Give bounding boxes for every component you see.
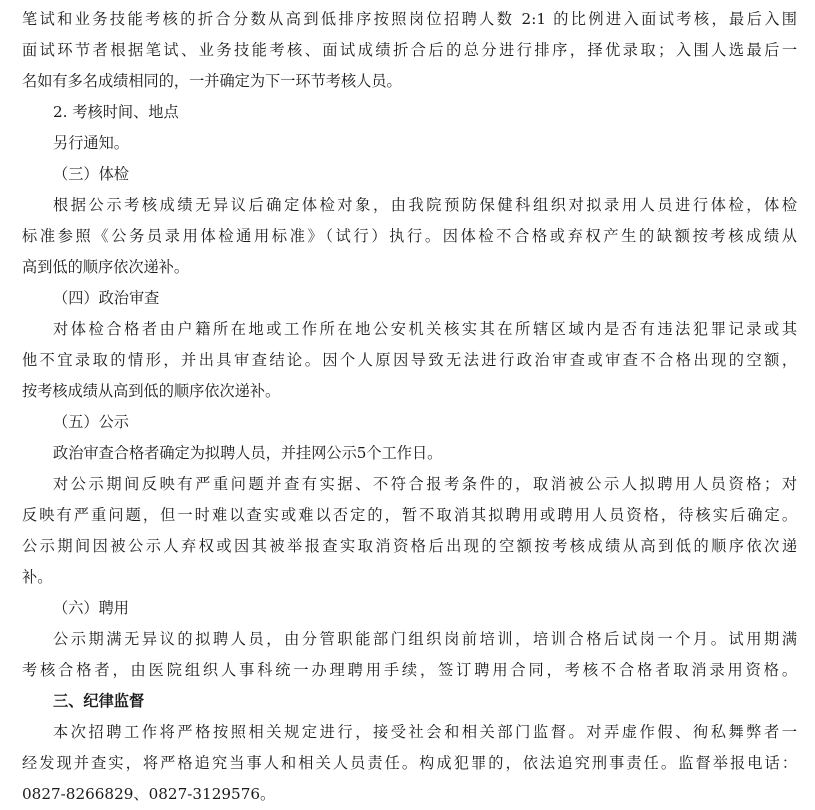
paragraph-line: 另行通知。 [53,134,129,152]
document-page [0,4,815,803]
paragraph-line: 反映有严重问题，但一时难以查实或难以否定的，暂不取消其拟聘用或聘用人员资格，待核实后确定。 [22,506,797,524]
paragraph-line: 政治审查合格者确定为拟聘人员，并挂网公示5个工作日。 [53,444,443,462]
paragraph-line: （五）公示 [53,413,129,431]
paragraph-line: 按考核成绩从高到低的顺序依次递补。 [22,382,281,400]
paragraph-line: 对体检合格者由户籍所在地或工作所在地公安机关核实其在所辖区域内是否有违法犯罪记录或其 [53,320,797,338]
paragraph-line: 笔试和业务技能考核的折合分数从高到低排序按照岗位招聘人数 2:1 的比例进入面试考核，最后入围 [22,10,797,28]
paragraph-line: 经发现并查实，将严格追究当事人和相关人员责任。构成犯罪的，依法追究刑事责任。监督举报电话： [22,754,797,772]
paragraph-line: 2. 考核时间、地点 [53,103,179,121]
paragraph-line: 公示期间因被公示人弃权或因其被举报查实取消资格后出现的空额按考核成绩从高到低的顺序依次递 [22,537,797,555]
paragraph-line: 高到低的顺序依次递补。 [22,258,190,276]
paragraph-line: 公示期满无异议的拟聘人员，由分管职能部门组织岗前培训，培训合格后试岗一个月。试用期满 [53,630,797,648]
paragraph-line: 标准参照《公务员录用体检通用标准》（试行）执行。因体检不合格或弃权产生的缺额按考核成绩从 [22,227,797,245]
paragraph-line: 对公示期间反映有严重问题并查有实据、不符合报考条件的，取消被公示人拟聘用人员资格；对 [53,475,797,493]
paragraph-line: 本次招聘工作将严格按照相关规定进行，接受社会和相关部门监督。对弄虚作假、徇私舞弊者一 [53,723,797,741]
paragraph-line: 考核合格者，由医院组织人事科统一办理聘用手续，签订聘用合同，考核不合格者取消录用资格。 [22,661,797,679]
paragraph-line: （三）体检 [53,165,129,183]
paragraph-line: （四）政治审查 [53,289,160,307]
paragraph-line: 补。 [22,568,53,586]
paragraph-line: 他不宜录取的情形，并出具审查结论。因个人原因导致无法进行政治审查或审查不合格出现的空额， [22,351,797,369]
section-heading: 三、纪律监督 [53,692,145,710]
document-body [22,4,797,810]
paragraph-line: 根据公示考核成绩无异议后确定体检对象，由我院预防保健科组织对拟录用人员进行体检，体检 [53,196,797,214]
paragraph-line: 面试环节者根据笔试、业务技能考核、面试成绩折合后的总分进行排序，择优录取；入围人选最后一 [22,41,797,59]
paragraph-line: 名如有多名成绩相同的，一并确定为下一环节考核人员。 [22,72,402,90]
paragraph-line: 0827-8266829、0827-3129576。 [22,785,276,803]
paragraph-line: （六）聘用 [53,599,129,617]
